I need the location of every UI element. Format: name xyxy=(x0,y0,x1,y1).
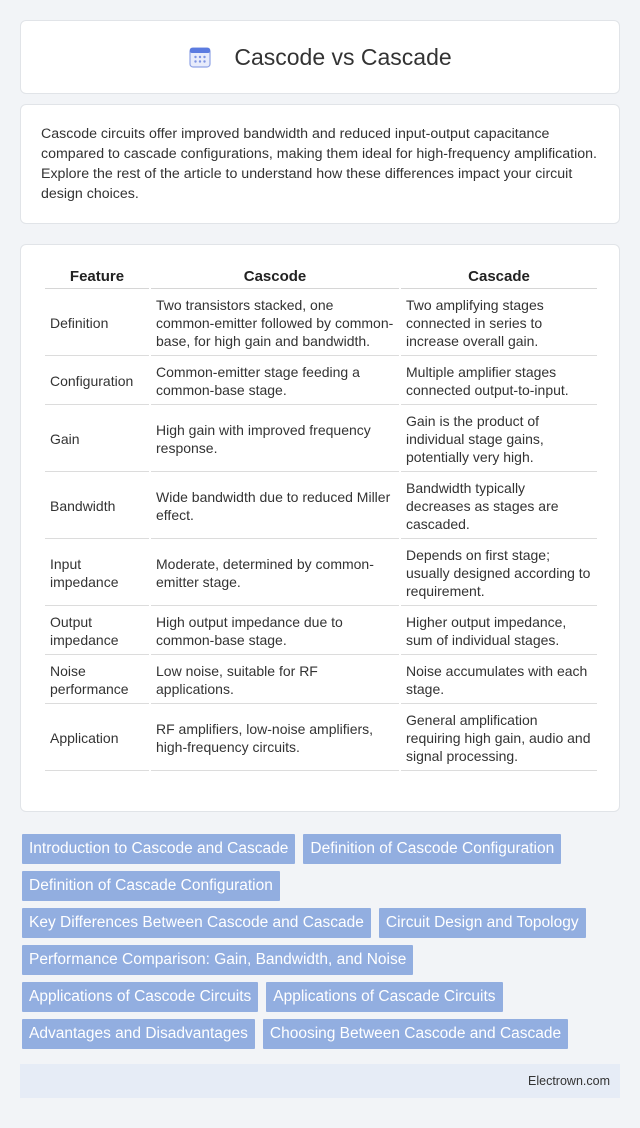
tag-advantages-disadvantages[interactable]: Advantages and Disadvantages xyxy=(22,1019,255,1049)
row-cascade: Multiple amplifier stages connected output-to-input. xyxy=(401,358,597,405)
row-feature: Input impedance xyxy=(45,541,149,606)
row-feature: Configuration xyxy=(45,358,149,405)
comparison-table xyxy=(43,263,599,773)
row-feature: Application xyxy=(45,706,149,771)
tag-choosing[interactable]: Choosing Between Cascode and Cascade xyxy=(263,1019,568,1049)
title-card xyxy=(20,20,620,94)
column-header-feature: Feature xyxy=(45,265,149,289)
row-cascade: Gain is the product of individual stage gains, potentially very high. xyxy=(401,407,597,472)
intro-text: Cascode circuits offer improved bandwidth and reduced input-output capacitance compared to cascade configurations, making them ideal for high-frequency amplification. Explore the rest of the article to understand how these differences impact your circuit design choices. xyxy=(41,126,597,202)
table-row xyxy=(45,358,597,405)
table-row xyxy=(45,541,597,606)
row-cascade: General amplification requiring high gain, audio and signal processing. xyxy=(401,706,597,771)
column-header-cascode: Cascode xyxy=(151,265,399,289)
row-cascade: Depends on first stage; usually designed according to requirement. xyxy=(401,541,597,606)
tag-introduction[interactable]: Introduction to Cascode and Cascade xyxy=(22,834,295,864)
table-row xyxy=(45,706,597,771)
row-feature: Bandwidth xyxy=(45,474,149,539)
table-row xyxy=(45,608,597,655)
row-cascode: Common-emitter stage feeding a common-base stage. xyxy=(151,358,399,405)
row-cascode: RF amplifiers, low-noise amplifiers, high-frequency circuits. xyxy=(151,706,399,771)
row-cascode: Moderate, determined by common-emitter stage. xyxy=(151,541,399,606)
row-cascode: Two transistors stacked, one common-emitter followed by common-base, for high gain and bandwidth. xyxy=(151,291,399,356)
row-cascade: Higher output impedance, sum of individual stages. xyxy=(401,608,597,655)
tag-applications-cascode[interactable]: Applications of Cascode Circuits xyxy=(22,982,258,1012)
footer xyxy=(20,1064,620,1098)
row-feature: Noise performance xyxy=(45,657,149,704)
tag-definition-cascode[interactable]: Definition of Cascode Configuration xyxy=(303,834,561,864)
row-cascade: Noise accumulates with each stage. xyxy=(401,657,597,704)
column-header-cascade: Cascade xyxy=(401,265,597,289)
footer-site[interactable]: Electrown.com xyxy=(528,1074,610,1088)
comparison-table-card xyxy=(20,244,620,812)
page-title: Cascode vs Cascade xyxy=(234,43,452,70)
tag-applications-cascade[interactable]: Applications of Cascade Circuits xyxy=(266,982,502,1012)
topic-tags xyxy=(22,834,622,1056)
tag-performance-comparison[interactable]: Performance Comparison: Gain, Bandwidth, and Noise xyxy=(22,945,413,975)
row-cascade: Bandwidth typically decreases as stages are cascaded. xyxy=(401,474,597,539)
calendar-icon xyxy=(188,45,212,69)
row-cascode: High gain with improved frequency response. xyxy=(151,407,399,472)
row-cascade: Two amplifying stages connected in series to increase overall gain. xyxy=(401,291,597,356)
row-cascode: High output impedance due to common-base stage. xyxy=(151,608,399,655)
row-feature: Gain xyxy=(45,407,149,472)
table-row xyxy=(45,407,597,472)
tag-definition-cascade[interactable]: Definition of Cascade Configuration xyxy=(22,871,280,901)
table-row xyxy=(45,291,597,356)
row-cascode: Low noise, suitable for RF applications. xyxy=(151,657,399,704)
table-header-row xyxy=(45,265,597,289)
tag-circuit-design[interactable]: Circuit Design and Topology xyxy=(379,908,586,938)
table-row xyxy=(45,657,597,704)
row-feature: Output impedance xyxy=(45,608,149,655)
row-feature: Definition xyxy=(45,291,149,356)
intro-card xyxy=(20,104,620,224)
tag-key-differences[interactable]: Key Differences Between Cascode and Cascade xyxy=(22,908,371,938)
row-cascode: Wide bandwidth due to reduced Miller effect. xyxy=(151,474,399,539)
table-row xyxy=(45,474,597,539)
